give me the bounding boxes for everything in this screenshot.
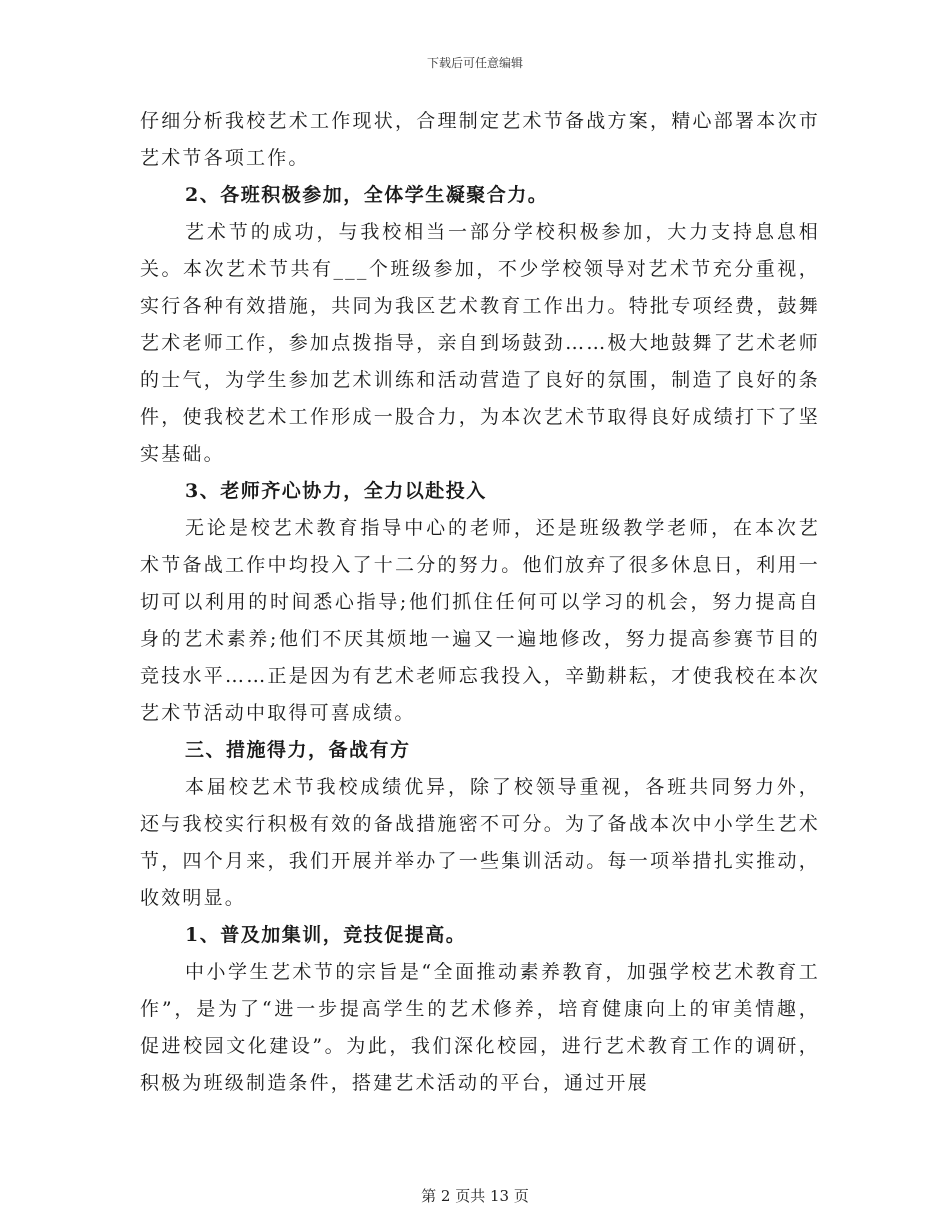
paragraph-class-participation: 艺术节的成功，与我校相当一部分学校积极参加，大力支持息息相关。本次艺术节共有___个班级参加，不少学校领导对艺术节充分重视，实行各种有效措施，共同为我区艺术教育工作出力。特批专项经费，鼓舞艺术老师工作，参加点拨指导，亲自到场鼓劲……极大地鼓舞了艺术老师的士气，为学生参加艺术训练和活动营造了良好的氛围，制造了良好的条件，使我校艺术工作形成一股合力，为本次艺术节取得良好成绩打下了坚实基础。	[140, 221, 820, 465]
section-heading-1: 1、普及加集训，竞技促提高。	[185, 924, 467, 946]
paragraph-purpose: 中小学生艺术节的宗旨是“全面推动素养教育，加强学校艺术教育工作”，是为了“进一步提高学生的艺术修养，培育健康向上的审美情趣，促进校园文化建设”。为此，我们深化校园，进行艺术教育工作的调研，积极为班级制造条件，搭建艺术活动的平台，通过开展	[140, 961, 820, 1094]
document-body	[140, 103, 820, 1102]
page-header: 下载后可任意编辑	[426, 56, 523, 70]
page-footer: 第 2 页共 13 页	[421, 1187, 529, 1205]
paragraph-continuation: 仔细分析我校艺术工作现状，合理制定艺术节备战方案，精心部署本次市艺术节各项工作。	[140, 110, 820, 169]
section-heading-3: 3、老师齐心协力，全力以赴投入	[185, 480, 487, 502]
section-heading-2: 2、各班积极参加，全体学生凝聚合力。	[185, 184, 549, 206]
paragraph-teachers: 无论是校艺术教育指导中心的老师，还是班级教学老师，在本次艺术节备战工作中均投入了十二分的努力。他们放弃了很多休息日，利用一切可以利用的时间悉心指导;他们抓住任何可以学习的机会，努力提高自身的艺术素养;他们不厌其烦地一遍又一遍地修改，努力提高参赛节目的竞技水平……正是因为有艺术老师忘我投入，辛勤耕耘，才使我校在本次艺术节活动中取得可喜成绩。	[140, 517, 820, 724]
section-heading-measures: 三、措施得力，备战有方	[185, 739, 411, 761]
paragraph-measures: 本届校艺术节我校成绩优异，除了校领导重视，各班共同努力外，还与我校实行积极有效的备战措施密不可分。为了备战本次中小学生艺术节，四个月来，我们开展并举办了一些集训活动。每一项举措扎实推动，收效明显。	[140, 776, 820, 909]
